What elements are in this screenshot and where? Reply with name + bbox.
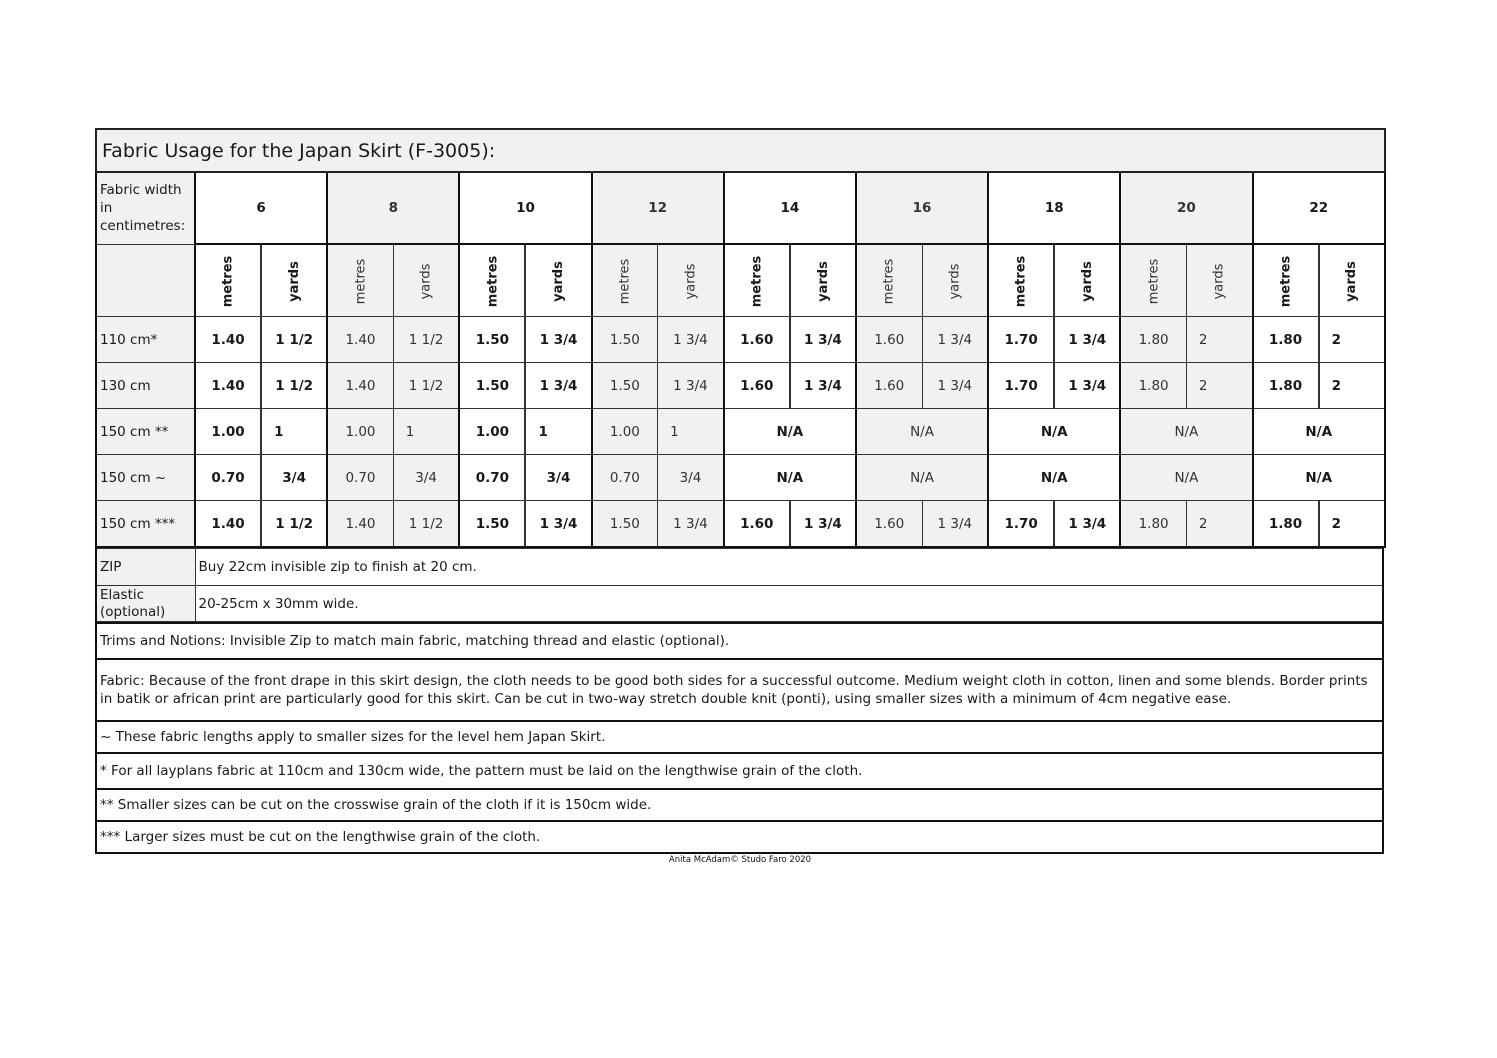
metres-value: 1.60 — [856, 317, 922, 363]
unit-header-metres — [1253, 244, 1319, 317]
yards-value: 1 1/2 — [393, 501, 459, 548]
unit-label: yards — [1079, 260, 1095, 302]
metres-value: 0.70 — [592, 455, 658, 501]
table-row — [96, 409, 1385, 455]
metres-value: 1.80 — [1253, 501, 1319, 548]
yards-value: 2 — [1186, 501, 1252, 548]
unit-header-yards — [922, 244, 988, 317]
table-row — [96, 455, 1385, 501]
unit-header-metres — [327, 244, 393, 317]
size-header: 16 — [856, 172, 988, 244]
yards-value: 1 3/4 — [922, 363, 988, 409]
unit-header-metres — [592, 244, 658, 317]
na-cell: N/A — [1120, 409, 1252, 455]
metres-value: 1.70 — [988, 363, 1054, 409]
yards-value: 1 1/2 — [261, 317, 327, 363]
na-cell: N/A — [724, 455, 856, 501]
table-title: Fabric Usage for the Japan Skirt (F-3005): — [96, 129, 1385, 172]
yards-value: 1 3/4 — [790, 501, 856, 548]
unit-header-yards — [658, 244, 724, 317]
metres-value: 1.40 — [195, 363, 261, 409]
unit-label: yards — [815, 260, 831, 302]
yards-value: 1 3/4 — [790, 363, 856, 409]
unit-label: metres — [617, 258, 633, 304]
size-header: 10 — [459, 172, 591, 244]
unit-label: metres — [352, 258, 368, 304]
elastic-label-line1: Elastic — [100, 586, 145, 603]
yards-value: 1 3/4 — [922, 317, 988, 363]
row-label: 150 cm ** — [96, 409, 195, 455]
size-header: 14 — [724, 172, 856, 244]
na-cell: N/A — [856, 455, 988, 501]
na-cell: N/A — [988, 409, 1120, 455]
yards-value: 1 — [658, 409, 724, 455]
metres-value: 1.80 — [1253, 363, 1319, 409]
row-label: 150 cm *** — [96, 501, 195, 548]
yards-value: 1 3/4 — [525, 317, 591, 363]
row-label: 150 cm ~ — [96, 455, 195, 501]
unit-label: metres — [1013, 255, 1029, 307]
table-row — [96, 501, 1385, 548]
zip-label: ZIP — [96, 549, 195, 586]
notes-table — [95, 622, 1384, 854]
na-cell: N/A — [724, 409, 856, 455]
yards-value: 2 — [1319, 363, 1385, 409]
fabric-note: Fabric: Because of the front drape in this skirt design, the cloth needs to be good both sides for a successful outcome. Medium weight cloth in cotton, linen and some blends. Border prints in batik or african print are particularly good for this skirt. Can be cut in two-way stretch double knit (ponti), using smaller sizes with a minimum of 4cm negative ease. — [96, 659, 1383, 721]
fabric-width-header: Fabric width in centimetres: — [96, 172, 195, 244]
unit-header-yards — [1319, 244, 1385, 317]
metres-value: 1.50 — [459, 363, 525, 409]
metres-value: 1.40 — [327, 501, 393, 548]
yards-value: 2 — [1186, 363, 1252, 409]
yards-value: 1 — [525, 409, 591, 455]
metres-value: 1.60 — [856, 363, 922, 409]
unit-header-yards — [1186, 244, 1252, 317]
yards-value: 1 3/4 — [1054, 363, 1120, 409]
metres-value: 1.60 — [856, 501, 922, 548]
metres-value: 1.70 — [988, 501, 1054, 548]
yards-value: 1 3/4 — [1054, 501, 1120, 548]
unit-label: yards — [286, 260, 302, 302]
unit-label: yards — [418, 263, 434, 299]
yards-value: 3/4 — [261, 455, 327, 501]
metres-value: 1.60 — [724, 363, 790, 409]
single-star-note: * For all layplans fabric at 110cm and 130cm wide, the pattern must be laid on the lengthwise grain of the cloth. — [96, 753, 1383, 789]
unit-label: yards — [682, 263, 698, 299]
tilde-note: ~ These fabric lengths apply to smaller sizes for the level hem Japan Skirt. — [96, 721, 1383, 753]
yards-value: 1 3/4 — [525, 501, 591, 548]
unit-header-yards — [525, 244, 591, 317]
unit-row-label — [96, 244, 195, 317]
yards-value: 1 1/2 — [261, 501, 327, 548]
metres-value: 0.70 — [459, 455, 525, 501]
na-cell: N/A — [856, 409, 988, 455]
metres-value: 1.70 — [988, 317, 1054, 363]
unit-header-yards — [790, 244, 856, 317]
unit-label: yards — [1211, 263, 1227, 299]
metres-value: 0.70 — [195, 455, 261, 501]
na-cell: N/A — [1253, 455, 1385, 501]
copyright-footer: Anita McAdam© Studo Faro 2020 — [668, 855, 812, 865]
double-star-note: ** Smaller sizes can be cut on the crosswise grain of the cloth if it is 150cm wide. — [96, 789, 1383, 821]
metres-value: 1.60 — [724, 317, 790, 363]
metres-value: 1.40 — [195, 501, 261, 548]
zip-text: Buy 22cm invisible zip to finish at 20 cm. — [195, 549, 1383, 586]
unit-label: metres — [749, 255, 765, 307]
size-header: 8 — [327, 172, 459, 244]
metres-value: 1.80 — [1253, 317, 1319, 363]
unit-header-metres — [856, 244, 922, 317]
yards-value: 1 3/4 — [658, 363, 724, 409]
yards-value: 1 3/4 — [790, 317, 856, 363]
metres-value: 1.50 — [459, 317, 525, 363]
fabric-usage-sheet — [95, 128, 1384, 854]
notions-table — [95, 548, 1384, 622]
unit-label: metres — [1278, 255, 1294, 307]
yards-value: 2 — [1186, 317, 1252, 363]
yards-value: 3/4 — [525, 455, 591, 501]
yards-value: 1 1/2 — [261, 363, 327, 409]
yards-value: 1 3/4 — [1054, 317, 1120, 363]
yards-value: 1 3/4 — [922, 501, 988, 548]
metres-value: 1.00 — [592, 409, 658, 455]
metres-value: 1.40 — [195, 317, 261, 363]
row-label: 130 cm — [96, 363, 195, 409]
yards-value: 1 — [261, 409, 327, 455]
metres-value: 1.00 — [327, 409, 393, 455]
na-cell: N/A — [1253, 409, 1385, 455]
table-row — [96, 363, 1385, 409]
metres-value: 0.70 — [327, 455, 393, 501]
na-cell: N/A — [1120, 455, 1252, 501]
unit-header-yards — [261, 244, 327, 317]
elastic-text: 20-25cm x 30mm wide. — [195, 586, 1383, 622]
metres-value: 1.40 — [327, 317, 393, 363]
size-header: 18 — [988, 172, 1120, 244]
fabric-usage-table — [95, 128, 1386, 548]
unit-header-metres — [459, 244, 525, 317]
unit-header-metres — [1120, 244, 1186, 317]
unit-label: yards — [1344, 260, 1360, 302]
unit-header-yards — [393, 244, 459, 317]
yards-value: 1 1/2 — [393, 363, 459, 409]
yards-value: 3/4 — [393, 455, 459, 501]
size-header: 6 — [195, 172, 327, 244]
unit-label: metres — [220, 255, 236, 307]
unit-header-metres — [988, 244, 1054, 317]
trims-note: Trims and Notions: Invisible Zip to match main fabric, matching thread and elastic (optional). — [96, 623, 1383, 659]
size-header: 12 — [592, 172, 724, 244]
row-label: 110 cm* — [96, 317, 195, 363]
elastic-label — [96, 586, 195, 622]
unit-label: yards — [947, 263, 963, 299]
metres-value: 1.00 — [195, 409, 261, 455]
yards-value: 1 3/4 — [658, 501, 724, 548]
yards-value: 1 1/2 — [393, 317, 459, 363]
table-row — [96, 317, 1385, 363]
metres-value: 1.50 — [592, 317, 658, 363]
metres-value: 1.50 — [592, 501, 658, 548]
yards-value: 1 — [393, 409, 459, 455]
metres-value: 1.00 — [459, 409, 525, 455]
unit-header-metres — [724, 244, 790, 317]
triple-star-note: *** Larger sizes must be cut on the lengthwise grain of the cloth. — [96, 821, 1383, 853]
yards-value: 2 — [1319, 317, 1385, 363]
unit-label: metres — [1146, 258, 1162, 304]
yards-value: 3/4 — [658, 455, 724, 501]
metres-value: 1.50 — [459, 501, 525, 548]
yards-value: 2 — [1319, 501, 1385, 548]
na-cell: N/A — [988, 455, 1120, 501]
metres-value: 1.80 — [1120, 501, 1186, 548]
size-header: 22 — [1253, 172, 1385, 244]
yards-value: 1 3/4 — [525, 363, 591, 409]
unit-label: yards — [551, 260, 567, 302]
elastic-label-line2: (optional) — [100, 603, 166, 620]
unit-header-metres — [195, 244, 261, 317]
metres-value: 1.80 — [1120, 363, 1186, 409]
metres-value: 1.50 — [592, 363, 658, 409]
unit-label: metres — [881, 258, 897, 304]
metres-value: 1.40 — [327, 363, 393, 409]
metres-value: 1.80 — [1120, 317, 1186, 363]
unit-header-yards — [1054, 244, 1120, 317]
yards-value: 1 3/4 — [658, 317, 724, 363]
metres-value: 1.60 — [724, 501, 790, 548]
size-header: 20 — [1120, 172, 1252, 244]
unit-label: metres — [484, 255, 500, 307]
